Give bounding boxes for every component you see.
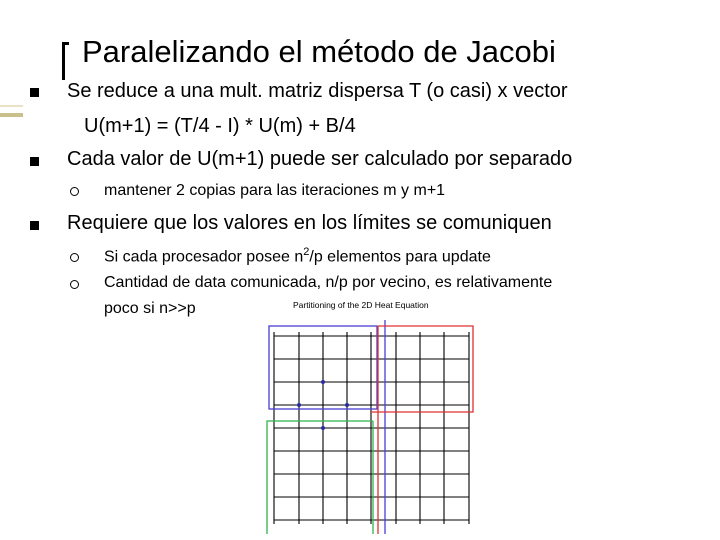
- superscript: 2: [303, 246, 310, 258]
- bullet-1-continuation: U(m+1) = (T/4 - I) * U(m) + B/4: [84, 115, 356, 137]
- sub-bullet-marker: [70, 280, 79, 289]
- bullet-3-sub-2-line-2: poco si n>>p: [104, 300, 196, 317]
- sub-bullet-marker: [70, 253, 79, 262]
- sub-1-suffix: /p elementos para update: [309, 248, 491, 266]
- processor-block-purple: [269, 320, 385, 534]
- bullet-3-sub-1: [104, 246, 491, 266]
- bullet-marker: [30, 157, 39, 166]
- bullet-marker: [30, 88, 39, 97]
- grid-lines: [274, 332, 469, 524]
- title-bracket: [62, 42, 69, 80]
- bullet-2-sub-1: mantener 2 copias para las iteraciones m y m+1: [104, 182, 446, 199]
- bullet-marker: [30, 221, 39, 230]
- slide-title: Paralelizando el método de Jacobi: [82, 34, 556, 69]
- decorative-line: [0, 113, 23, 117]
- figure-caption: Partitioning of the 2D Heat Equation: [293, 300, 429, 310]
- bullet-1-text: Se reduce a una mult. matriz dispersa T (o casi) x vector: [67, 80, 568, 102]
- sub-bullet-marker: [70, 187, 79, 196]
- processor-block-red: [371, 326, 473, 534]
- sub-1-prefix: Si cada procesador posee n: [104, 248, 304, 266]
- decorative-line: [0, 105, 23, 107]
- bullet-3-sub-2-line-1: Cantidad de data comunicada, n/p por vecino, es relativamente: [104, 274, 553, 291]
- bullet-3-text: Requiere que los valores en los límites se comuniquen: [67, 212, 552, 234]
- partition-figure: [263, 298, 475, 534]
- processor-block-green: [267, 421, 373, 534]
- bullet-2-text: Cada valor de U(m+1) puede ser calculado por separado: [67, 148, 573, 170]
